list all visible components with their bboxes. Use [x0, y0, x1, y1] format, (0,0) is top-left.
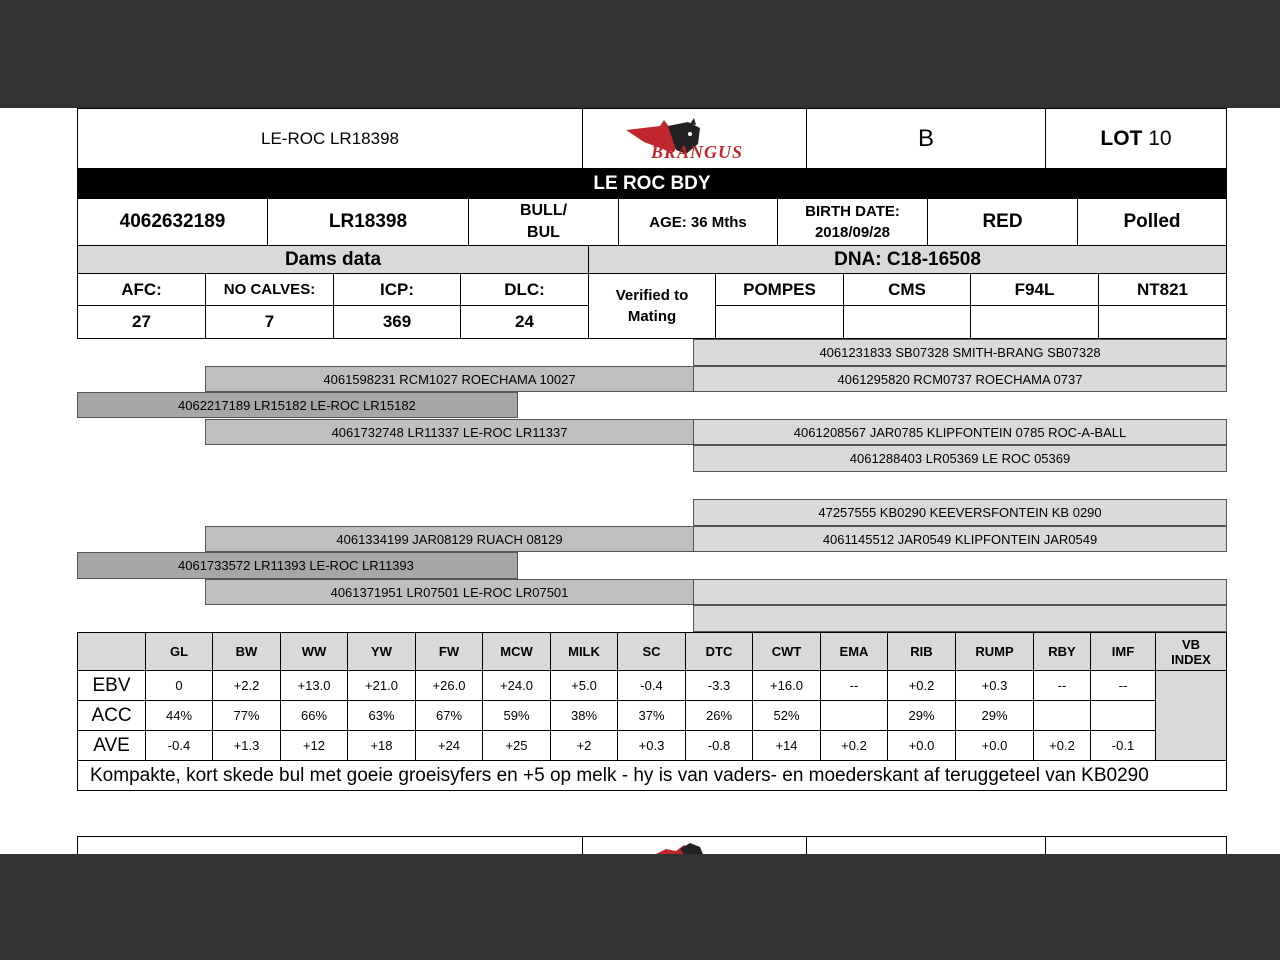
pedigree-ssd: 4061295820 RCM0737 ROECHAMA 0737: [693, 366, 1227, 392]
ebv-cell: +21.0: [348, 671, 416, 701]
ebv-header: FW: [416, 633, 483, 671]
acc-row: [78, 701, 1227, 731]
ebv-cell: +12: [281, 731, 348, 761]
pedigree-sdd: 4061288403 LR05369 LE ROC 05369: [693, 445, 1227, 472]
pedigree-sire: 4062217189 LR15182 LE-ROC LR15182: [77, 392, 518, 418]
animal-age: AGE: 36 Mths: [618, 198, 778, 246]
ebv-cell: +1.3: [213, 731, 281, 761]
ebv-cell: 44%: [146, 701, 213, 731]
dlc-value: 24: [460, 305, 589, 339]
ebv-cell: 77%: [213, 701, 281, 731]
calves-value: 7: [205, 305, 334, 339]
pedigree-sire-dam: 4061732748 LR11337 LE-ROC LR11337: [205, 419, 694, 445]
ebv-cell: --: [821, 671, 888, 701]
ebv-row: [78, 671, 1227, 701]
animal-colour: RED: [927, 198, 1078, 246]
ebv-header-vb-index: VB INDEX: [1156, 633, 1227, 671]
animal-name: LE ROC BDY: [77, 169, 1227, 198]
ebv-cell: 37%: [618, 701, 686, 731]
ebv-header: BW: [213, 633, 281, 671]
dna-result-f94l: [970, 305, 1099, 339]
ebv-cell: +18: [348, 731, 416, 761]
pedigree-sire-sire: 4061598231 RCM1027 ROECHAMA 10027: [205, 366, 694, 392]
ebv-corner: [78, 633, 146, 671]
dna-test-nt821: NT821: [1098, 273, 1227, 306]
ebv-cell: --: [1034, 671, 1091, 701]
ebv-table: [77, 632, 1227, 761]
ebv-cell: 38%: [551, 701, 618, 731]
next-lot-number-cell: [1045, 836, 1227, 854]
pedigree-dss: 47257555 KB0290 KEEVERSFONTEIN KB 0290: [693, 499, 1227, 526]
ebv-cell: --: [1091, 671, 1156, 701]
ebv-cell: +0.3: [956, 671, 1034, 701]
ebv-header: GL: [146, 633, 213, 671]
ebv-cell: +26.0: [416, 671, 483, 701]
ebv-cell: +0.3: [618, 731, 686, 761]
verified-to-mating: Verified to Mating: [588, 273, 716, 339]
ebv-cell: 0: [146, 671, 213, 701]
pedigree-sss: 4061231833 SB07328 SMITH-BRANG SB07328: [693, 339, 1227, 366]
lot-label: LOT: [1100, 126, 1143, 150]
pedigree-dam: 4061733572 LR11393 LE-ROC LR11393: [77, 552, 518, 579]
ebv-cell: [1034, 701, 1091, 731]
ebv-cell: 29%: [956, 701, 1034, 731]
grade-cell: B: [806, 108, 1046, 169]
ebv-header: MILK: [551, 633, 618, 671]
next-lot-grade-cell: [806, 836, 1046, 854]
ebv-row-label: EBV: [78, 671, 146, 701]
icp-label: ICP:: [333, 273, 461, 306]
ebv-row-label: ACC: [78, 701, 146, 731]
comment: Kompakte, kort skede bul met goeie groeisyfers en +5 op melk - hy is van vaders- en moederskant af teruggeteel van KB0290: [77, 760, 1227, 791]
brangus-logo: [582, 108, 807, 169]
calves-label: NO CALVES:: [205, 273, 334, 306]
ebv-cell: +0.2: [1034, 731, 1091, 761]
afc-value: 27: [77, 305, 206, 339]
ebv-header: WW: [281, 633, 348, 671]
pedigree-dds: [693, 579, 1227, 605]
animal-sex: BULL/ BUL: [468, 198, 619, 246]
ebv-cell: 29%: [888, 701, 956, 731]
afc-label: AFC:: [77, 273, 206, 306]
dna-result-pompes: [715, 305, 844, 339]
pedigree-dsd: 4061145512 JAR0549 KLIPFONTEIN JAR0549: [693, 526, 1227, 552]
ebv-header: RUMP: [956, 633, 1034, 671]
dna-result-cms: [843, 305, 971, 339]
pedigree-ddd: [693, 605, 1227, 632]
pedigree-sds: 4061208567 JAR0785 KLIPFONTEIN 0785 ROC-A-BALL: [693, 419, 1227, 445]
pedigree-dam-sire: 4061334199 JAR08129 RUACH 08129: [205, 526, 694, 552]
next-lot-logo: [582, 836, 807, 854]
ebv-header: IMF: [1091, 633, 1156, 671]
next-lot-name-cell: [77, 836, 583, 854]
ebv-cell: 26%: [686, 701, 753, 731]
ebv-cell: +13.0: [281, 671, 348, 701]
dams-title: Dams data: [77, 245, 589, 274]
ebv-header: EMA: [821, 633, 888, 671]
animal-reg: LR18398: [267, 198, 469, 246]
ebv-cell: +5.0: [551, 671, 618, 701]
ebv-cell: 63%: [348, 701, 416, 731]
dna-result-nt821: [1098, 305, 1227, 339]
ebv-cell: -3.3: [686, 671, 753, 701]
ebv-cell: +14: [753, 731, 821, 761]
ebv-cell: 66%: [281, 701, 348, 731]
dna-title: DNA: C18-16508: [588, 245, 1227, 274]
ebv-header: DTC: [686, 633, 753, 671]
ave-row: [78, 731, 1227, 761]
ebv-header: MCW: [483, 633, 551, 671]
pedigree-dam-dam: 4061371951 LR07501 LE-ROC LR07501: [205, 579, 694, 605]
ebv-cell: +0.2: [821, 731, 888, 761]
ebv-cell: +0.0: [956, 731, 1034, 761]
ebv-cell: +2: [551, 731, 618, 761]
ebv-header: YW: [348, 633, 416, 671]
ebv-cell: -0.4: [618, 671, 686, 701]
ebv-cell: +2.2: [213, 671, 281, 701]
ebv-cell: 67%: [416, 701, 483, 731]
brangus-logo-text: BRANGUS: [651, 142, 744, 162]
lot-number: 10: [1148, 126, 1172, 150]
birth-date: BIRTH DATE: 2018/09/28: [777, 198, 928, 246]
ebv-cell: -0.4: [146, 731, 213, 761]
ebv-cell: [821, 701, 888, 731]
ebv-cell: [1091, 701, 1156, 731]
ebv-cell: -0.1: [1091, 731, 1156, 761]
ebv-cell: -0.8: [686, 731, 753, 761]
ebv-cell: +0.2: [888, 671, 956, 701]
ebv-header: SC: [618, 633, 686, 671]
ebv-cell: 52%: [753, 701, 821, 731]
ebv-cell: +0.0: [888, 731, 956, 761]
ebv-cell: +25: [483, 731, 551, 761]
bull-head-icon: [620, 837, 770, 854]
ebv-cell: +16.0: [753, 671, 821, 701]
icp-value: 369: [333, 305, 461, 339]
ebv-cell: +24.0: [483, 671, 551, 701]
ebv-header-row: [78, 633, 1227, 671]
dna-test-f94l: F94L: [970, 273, 1099, 306]
ebv-row-label: AVE: [78, 731, 146, 761]
catalogue-page: [0, 108, 1280, 854]
lot-cell: [1045, 108, 1227, 169]
ebv-header: CWT: [753, 633, 821, 671]
horn-status: Polled: [1077, 198, 1227, 246]
ebv-cell: +24: [416, 731, 483, 761]
ebv-cell: 59%: [483, 701, 551, 731]
ebv-header: RIB: [888, 633, 956, 671]
dlc-label: DLC:: [460, 273, 589, 306]
dna-test-pompes: POMPES: [715, 273, 844, 306]
ebv-header: RBY: [1034, 633, 1091, 671]
registered-name: LE-ROC LR18398: [77, 108, 583, 169]
dna-test-cms: CMS: [843, 273, 971, 306]
vb-index-value: [1156, 671, 1227, 761]
animal-id: 4062632189: [77, 198, 268, 246]
